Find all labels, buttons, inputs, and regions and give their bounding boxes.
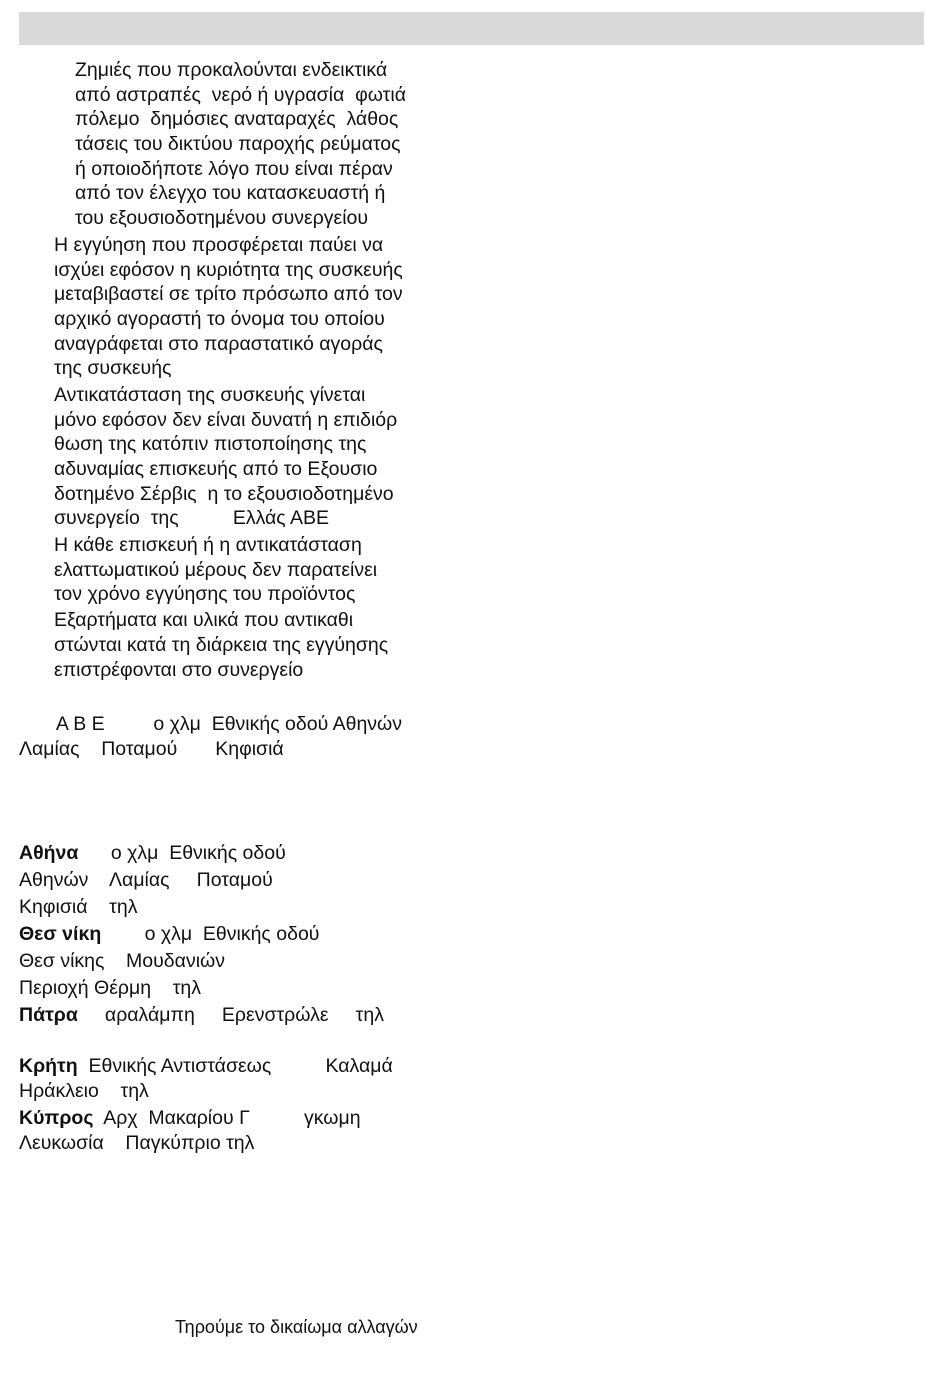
damage-line-4: τάσεις του δικτύου παροχής ρεύματος [75, 133, 401, 155]
company-address-line-1: Α Β Ε ο χλμ Εθνικής οδού Αθηνών [19, 713, 403, 735]
service-cyprus-address: Αρχ Μακαρίου Γ γκωμη [93, 1107, 361, 1129]
repair-line-3: τον χρόνο εγγύησης του προϊόντος [54, 583, 356, 605]
damage-line-6: από τον έλεγχο του κατασκευαστή ή [75, 182, 386, 204]
service-athens-name: Αθήνα [19, 842, 79, 864]
service-thessaloniki-name: Θεσ νίκη [19, 923, 102, 945]
replacement-line-4: αδυναμίας επισκευής από το Εξουσιο [54, 458, 378, 480]
parts-line-2: στώνται κατά τη διάρκεια της εγγύησης [54, 634, 389, 656]
service-thessaloniki-line-3: Περιοχή Θέρμη τηλ [19, 977, 202, 999]
service-athens-address: ο χλμ Εθνικής οδού [78, 842, 286, 864]
damage-line-5: ή οποιοδήποτε λόγο που είναι πέραν [75, 158, 393, 180]
ownership-line-6: της συσκευής [54, 357, 172, 379]
service-patra-address: αραλάμπη Ερενστρώλε τηλ [77, 1004, 384, 1026]
ownership-line-1: Η εγγύηση που προσφέρεται παύει να [54, 234, 384, 256]
damage-line-1: Ζημιές που προκαλούνται ενδεικτικά [75, 59, 388, 81]
service-crete-line-2: Ηράκλειο τηλ [19, 1080, 149, 1102]
replacement-line-1: Αντικατάσταση της συσκευής γίνεται [54, 384, 366, 406]
service-cyprus-line-1 [19, 1106, 361, 1131]
ownership-line-5: αναγράφεται στο παραστατικό αγοράς [54, 333, 383, 355]
service-crete-address: Εθνικής Αντιστάσεως Καλαμά [77, 1055, 393, 1077]
ownership-line-4: αρχικό αγοραστή το όνομα του οποίου [54, 308, 385, 330]
service-cyprus-line-2: Λευκωσία Παγκύπριο τηλ [19, 1132, 255, 1154]
damage-line-7: του εξουσιοδοτημένου συνεργείου [75, 207, 369, 229]
parts-line-3: επιστρέφονται στο συνεργείο [54, 659, 304, 681]
damage-line-3: πόλεμο δημόσιες αναταραχές λάθος [75, 108, 399, 130]
ownership-line-3: μεταβιβαστεί σε τρίτο πρόσωπο από τον [54, 283, 403, 305]
service-athens-line-2: Αθηνών Λαμίας Ποταμού [19, 869, 273, 891]
service-athens-line-1 [19, 841, 286, 866]
repair-line-2: ελαττωματικού μέρους δεν παρατείνει [54, 559, 378, 581]
service-crete-line-1 [19, 1054, 393, 1079]
service-patra-name: Πάτρα [19, 1004, 78, 1026]
service-thessaloniki-address: ο χλμ Εθνικής οδού [101, 923, 320, 945]
replacement-line-3: θωση της κατόπιν πιστοποίησης της [54, 433, 367, 455]
replacement-line-6: συνεργείο της Ελλάς ΑΒΕ [54, 507, 330, 529]
footer-rights-notice: Τηρούμε το δικαίωμα αλλαγών [175, 1317, 418, 1337]
service-athens-line-3: Κηφισιά τηλ [19, 896, 138, 918]
service-cyprus-name: Κύπρος [19, 1107, 94, 1129]
service-thessaloniki-line-2: Θεσ νίκης Μουδανιών [19, 950, 225, 972]
repair-line-1: Η κάθε επισκευή ή η αντικατάσταση [54, 534, 362, 556]
service-crete-name: Κρήτη [19, 1055, 78, 1077]
service-thessaloniki-line-1 [19, 922, 319, 947]
company-address-line-2: Λαμίας Ποταμού Κηφισιά [19, 738, 284, 760]
parts-line-1: Εξαρτήματα και υλικά που αντικαθι [54, 609, 354, 631]
damage-line-2: από αστραπές νερό ή υγρασία φωτιά [75, 84, 406, 106]
replacement-line-2: μόνο εφόσον δεν είναι δυνατή η επιδιόρ [54, 409, 398, 431]
replacement-line-5: δοτημένο Σέρβις η το εξουσιοδοτημένο [54, 483, 394, 505]
ownership-line-2: ισχύει εφόσον η κυριότητα της συσκευής [54, 259, 403, 281]
header-bar [19, 12, 924, 45]
service-patra-line-1 [19, 1003, 384, 1028]
